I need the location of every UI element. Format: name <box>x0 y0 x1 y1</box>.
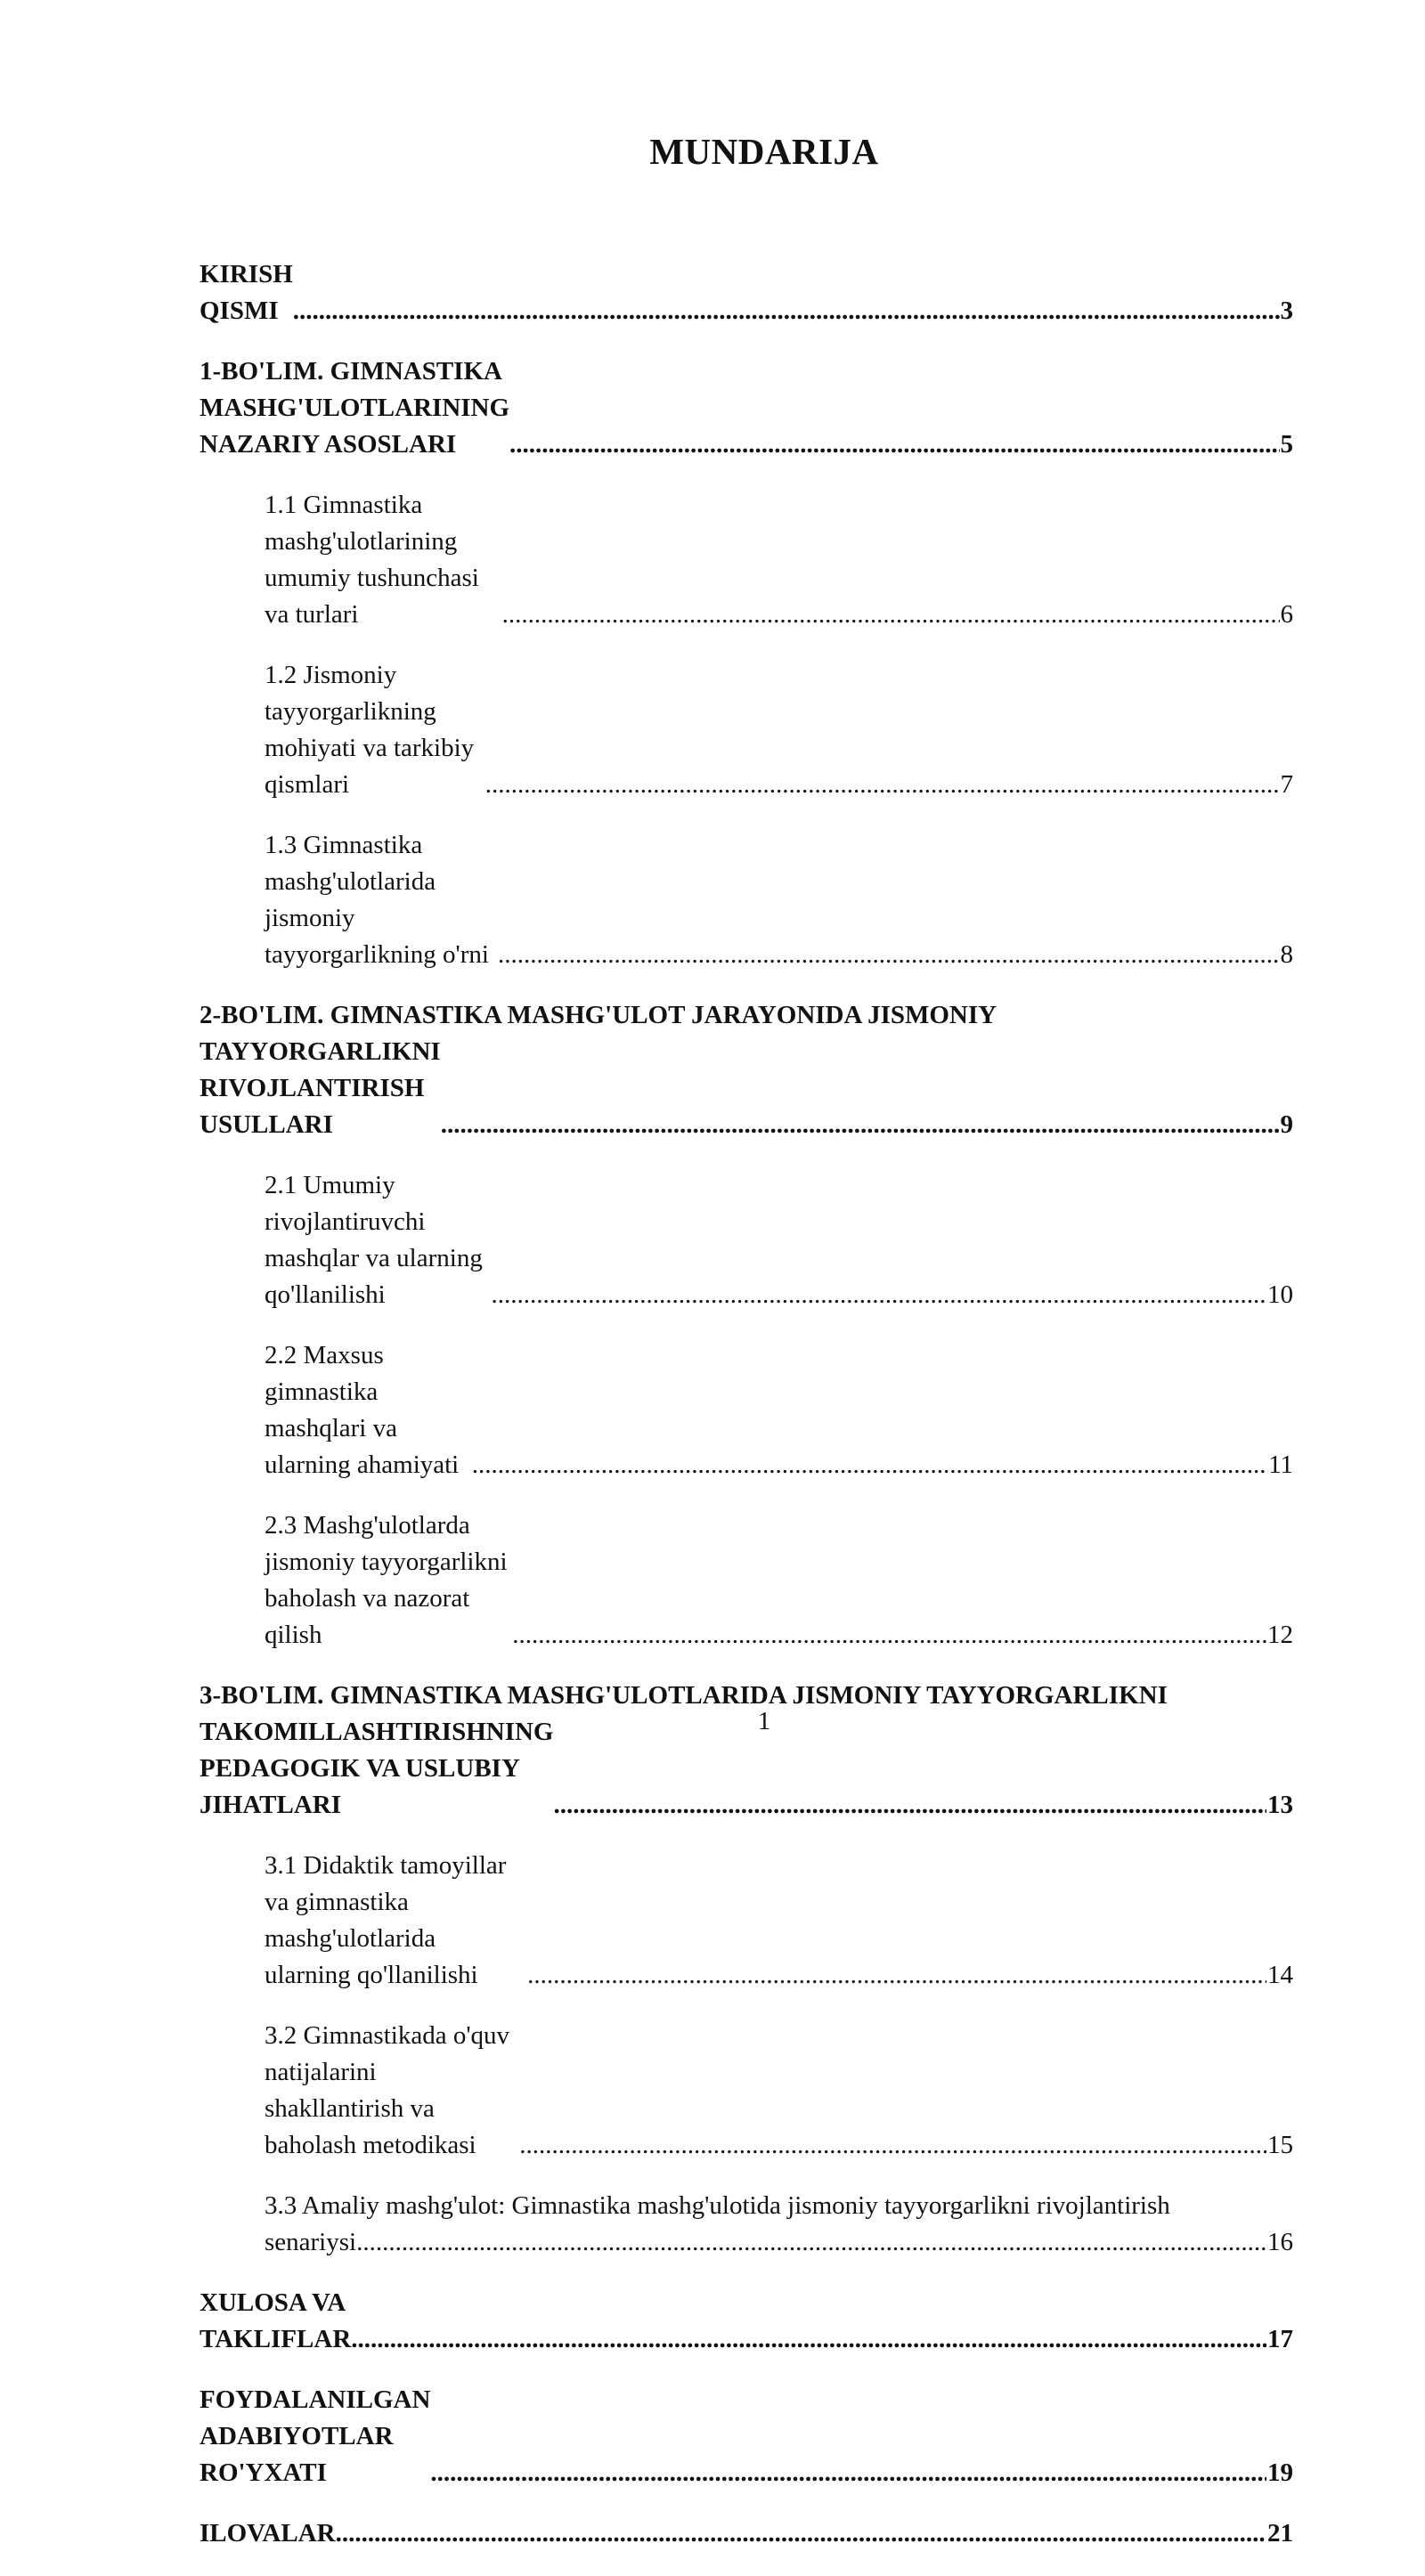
toc-page-number: 14 <box>1267 1961 1293 1989</box>
toc-leader-dots <box>512 1617 1266 1654</box>
toc-leader-dots <box>492 1277 1266 1313</box>
toc-leader-dots <box>509 427 1279 463</box>
toc-page-number: 10 <box>1267 1280 1293 1309</box>
toc-leader-dots <box>527 1957 1266 1994</box>
toc-leader-dots <box>293 293 1280 329</box>
toc-entry-text: 3.2 Gimnastikada o'quv natijalarini shakllantirish va baholash metodikasi <box>265 2021 510 2159</box>
toc-entry-1-2[interactable] <box>200 657 1293 803</box>
toc-page-number: 7 <box>1280 770 1293 799</box>
toc-entry-1-1[interactable] <box>200 487 1293 633</box>
toc-entry-3-2[interactable] <box>200 2018 1293 2164</box>
toc-entry-text: 1-BO'LIM. GIMNASTIKA MASHG'ULOTLARINING NAZARIY ASOSLARI <box>200 357 510 459</box>
toc-entry-section-2[interactable] <box>200 997 1293 1143</box>
toc-page-number: 3 <box>1280 297 1293 325</box>
toc-entry-2-3[interactable] <box>200 1507 1293 1654</box>
toc-entry-3-1[interactable] <box>200 1848 1293 1994</box>
toc-entry-2-1[interactable] <box>200 1167 1293 1313</box>
toc-entry-text: 3.1 Didaktik tamoyillar va gimnastika mashg'ulotlarida ularning qo'llanilishi <box>265 1851 507 1989</box>
toc-leader-dots <box>554 1787 1267 1824</box>
toc-entry-text: 1.1 Gimnastika mashg'ulotlarining umumiy tushunchasi va turlari <box>265 491 479 629</box>
toc-page-number: 15 <box>1267 2131 1293 2159</box>
toc-page-number: 8 <box>1280 940 1293 969</box>
toc-leader-dots <box>336 2515 1266 2552</box>
toc-entry-text: 2.3 Mashg'ulotlarda jismoniy tayyorgarlikni baholash va nazorat qilish <box>265 1511 508 1649</box>
toc-leader-dots <box>498 937 1280 973</box>
toc-page-number: 16 <box>1267 2228 1293 2256</box>
toc-page-number: 13 <box>1267 1791 1293 1819</box>
toc-entry-2-2[interactable] <box>200 1337 1293 1483</box>
toc-page-number: 21 <box>1267 2519 1293 2548</box>
toc-entry-first-line: 2-BO'LIM. GIMNASTIKA MASHG'ULOT JARAYONIDA JISMONIY <box>200 1001 998 1029</box>
toc-page-number: 9 <box>1280 1110 1293 1139</box>
toc-leader-dots <box>351 2321 1266 2358</box>
toc-page-number: 12 <box>1266 1621 1293 1649</box>
toc-page-number: 17 <box>1267 2325 1293 2353</box>
toc-entry-xulosa[interactable] <box>200 2285 1293 2358</box>
toc-entry-text: senariysi <box>265 2228 357 2256</box>
toc-entry-text: 1.3 Gimnastika mashg'ulotlarida jismoniy tayyorgarlikning o'rni <box>265 831 489 969</box>
toc-entry-section-3[interactable] <box>200 1678 1293 1824</box>
toc-entry-ilovalar[interactable] <box>200 2515 1293 2552</box>
toc-leader-dots <box>356 2224 1266 2261</box>
toc-page-number: 19 <box>1267 2458 1293 2487</box>
toc-leader-dots <box>502 597 1280 633</box>
page-title: MUNDARIJA <box>649 131 879 172</box>
toc-leader-dots <box>519 2127 1266 2164</box>
toc-leader-dots <box>472 1447 1267 1483</box>
toc-entry-text: ILOVALAR <box>200 2519 336 2548</box>
toc-entry-1-3[interactable] <box>200 827 1293 973</box>
toc-entry-text: 2.1 Umumiy rivojlantiruvchi mashqlar va ularning qo'llanilishi <box>265 1171 483 1309</box>
toc-entry-text: KIRISH QISMI <box>200 260 293 325</box>
toc-entry-text: TAYYORGARLIKNI RIVOJLANTIRISH USULLARI <box>200 1037 441 1139</box>
toc-entry-text: 2.2 Maxsus gimnastika mashqlari va ularning ahamiyati <box>265 1341 460 1479</box>
toc-entry-text: 1.2 Jismoniy tayyorgarlikning mohiyati va tarkibiy qismlari <box>265 661 475 799</box>
toc-entry-kirish[interactable] <box>200 256 1293 329</box>
toc-entry-text: TAKOMILLASHTIRISHNING PEDAGOGIK VA USLUBIY JIHATLARI <box>200 1718 554 1819</box>
toc-entry-section-1[interactable] <box>200 353 1293 463</box>
toc-leader-dots <box>430 2455 1266 2491</box>
toc-leader-dots <box>485 767 1280 803</box>
page-number: 1 <box>757 1707 771 1735</box>
toc-page-number: 11 <box>1268 1451 1293 1479</box>
toc-leader-dots <box>441 1107 1280 1143</box>
toc-entry-first-line: 3-BO'LIM. GIMNASTIKA MASHG'ULOTLARIDA JISMONIY TAYYORGARLIKNI <box>200 1681 1168 1710</box>
toc-entry-adabiyotlar[interactable] <box>200 2382 1293 2491</box>
toc-entry-text: FOYDALANILGAN ADABIYOTLAR RO'YXATI <box>200 2385 431 2487</box>
toc-page-number: 5 <box>1280 430 1293 459</box>
toc-page-number: 6 <box>1280 600 1293 629</box>
toc-entry-text: XULOSA VA TAKLIFLAR <box>200 2288 352 2353</box>
toc-entry-first-line: 3.3 Amaliy mashg'ulot: Gimnastika mashg'ulotida jismoniy tayyorgarlikni rivojlantirish <box>265 2191 1170 2220</box>
table-of-contents <box>200 256 1293 2576</box>
toc-entry-3-3[interactable] <box>200 2188 1293 2261</box>
